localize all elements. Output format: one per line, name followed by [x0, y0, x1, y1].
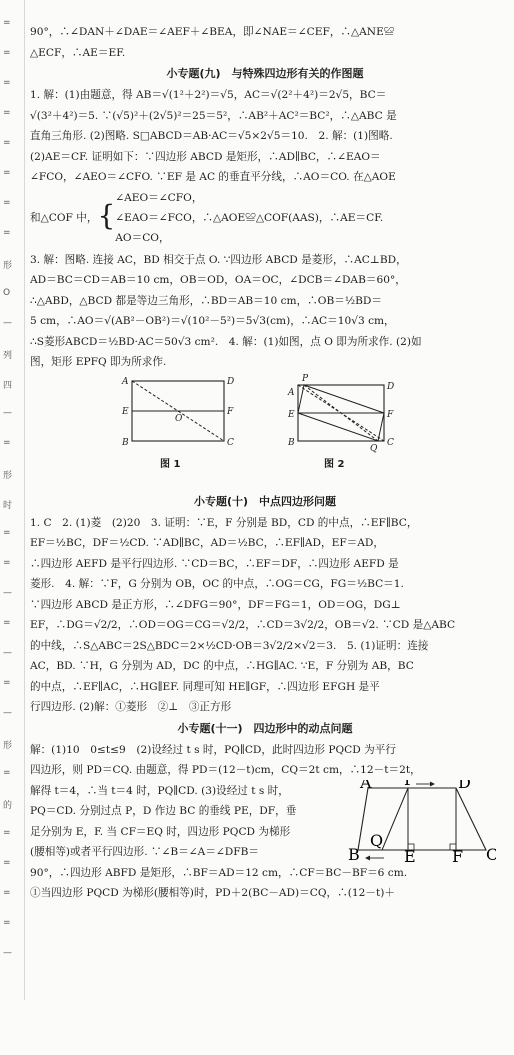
margin-glyph: = — [3, 858, 11, 868]
text-line: ∴S菱形ABCD＝½BD·AC＝50√3 cm². 4. 解：(1)如图，点 O 即为所求作. (2)如 — [30, 335, 422, 348]
margin-glyph: — — [3, 318, 12, 328]
text-line: 菱形. 4. 解：∵F，G 分别为 OB，OC 的中点，∴OG＝CG，FG＝½BC＝1. — [30, 578, 404, 590]
text-line: 行四边形. (2)解：①菱形 ②⊥ ③正方形 — [30, 701, 232, 713]
margin-glyph: — — [3, 708, 12, 718]
equation-system — [115, 188, 383, 248]
figures-row — [30, 373, 500, 491]
margin-glyph: = — [3, 828, 11, 838]
text-line: 3. 解：图略. 连接 AC，BD 相交于点 O. ∵四边形 ABCD 是菱形，∴AC⊥BD， — [30, 253, 407, 266]
fig1-label-d: D — [227, 376, 235, 387]
fig2-label-a: A — [288, 387, 295, 398]
figure-2-caption: 图 2 — [324, 458, 345, 470]
text-line: 的中点，∴EF∥AC，∴HG∥EF. 同理可知 HE∥GF，∴四边形 EFGH 是平 — [30, 680, 380, 693]
trap-label-p — [404, 780, 415, 789]
margin-glyph: = — [3, 18, 11, 28]
text-line: 的中线，∴S△ABC＝2S△BDC＝2×½CD·OB＝3√2/2×√2＝3. 5. (1)证明：连接 — [30, 639, 429, 652]
text-line: ∵四边形 ABCD 是正方形，∴∠DFG＝90°，DF＝FG＝1，OD＝OG，DG⊥ — [30, 598, 401, 611]
margin-glyph: — — [3, 408, 12, 418]
binding-fold-line — [24, 0, 25, 1000]
trapezoid-drawing — [346, 780, 496, 866]
text-line: (腰相等)或者平行四边形. ∵∠B＝∠A＝∠DFB＝ — [30, 846, 260, 858]
system-line: ∠EAO＝∠FCO，∴△AOE≌△COF(AAS)，∴AE＝CF. — [115, 211, 384, 224]
text-line: ∴△ABD，△BCD 都是等边三角形，∴BD＝AB＝10 cm，∴OB＝½BD＝ — [30, 294, 382, 307]
fig2-label-b: B — [288, 437, 295, 448]
fig1-label-a: A — [122, 376, 129, 387]
trap-label-q: Q — [370, 830, 384, 850]
margin-glyph: = — [3, 78, 11, 88]
text-line: 直角三角形. (2)图略. S□ABCD＝AB·AC＝√5×2√5＝10. 2. 解：(1)图略. — [30, 130, 393, 142]
text-line: 90°，∴四边形 ABFD 是矩形，∴BF＝AD＝12 cm，∴CF＝BC－BF＝6 cm. — [30, 866, 408, 879]
left-brace: { — [97, 198, 116, 232]
fig2-label-d: D — [387, 381, 395, 392]
trap-label-f: F — [452, 846, 464, 866]
system-line: ∠AEO＝∠CFO， — [115, 191, 203, 204]
text-line: 5 cm，∴AO＝√(AB²－OB²)＝√(10²－5²)＝5√3(cm)，∴AC＝10√3 cm， — [30, 315, 395, 327]
system-prefix: 和△COF 中， — [30, 211, 98, 224]
margin-glyph: 形 — [3, 471, 13, 481]
text-line: PQ＝CD. 分别过点 P，D 作边 BC 的垂线 PE，DF，垂 — [30, 805, 297, 817]
fig2-label-f: F — [387, 409, 394, 420]
margin-glyph: = — [3, 888, 11, 898]
trap-label-e: E — [404, 846, 416, 866]
margin-glyph: 的 — [3, 801, 13, 811]
text-line: 四边形，则 PD＝CQ. 由题意，得 PD＝(12－t)cm，CQ＝2t cm，∴12－t＝2t， — [30, 764, 421, 776]
text-line: 足分别为 E，F. 当 CF＝EQ 时，四边形 PQCD 为梯形 — [30, 825, 291, 838]
section-heading-11: 小专题(十一) 四边形中的动点问题 — [177, 721, 353, 735]
margin-glyph: = — [3, 168, 11, 178]
trap-label-c: C — [486, 844, 496, 864]
fig2-label-p: P — [302, 373, 309, 384]
fig1-label-e: E — [122, 406, 129, 417]
text-line: ①当四边形 PQCD 为梯形(腰相等)时，PD＋2(BC－AD)＝CQ，∴(12－t)＋ — [30, 887, 395, 899]
text-line: AD＝BC＝CD＝AB＝10 cm，OB＝OD，OA＝OC，∠DCB＝∠DAB＝60°， — [30, 274, 406, 286]
text-line: 90°，∴∠DAN＋∠DAE＝∠AEF＋∠BEA，即∠NAE＝∠CEF，∴△ANE≌ — [30, 26, 395, 38]
text-line: ∴四边形 AEFD 是平行四边形. ∵CD＝BC，∴EF＝DF，∴四边形 AEFD 是 — [30, 557, 399, 570]
fig2-label-e: E — [288, 409, 295, 420]
trap-label-d: D — [458, 779, 471, 792]
text-line: 图，矩形 EPFQ 即为所求作. — [30, 356, 167, 368]
fig1-label-c: C — [227, 437, 234, 448]
margin-glyph: = — [3, 678, 11, 688]
figure-1-caption: 图 1 — [160, 458, 181, 470]
margin-glyph: = — [3, 438, 11, 448]
section-heading-9: 小专题(九) 与特殊四边形有关的作图题 — [166, 67, 364, 80]
text-line: EF＝½BC，DF＝½CD. ∵AD∥BC，AD＝½BC，∴EF∥AD，EF＝AD， — [30, 537, 385, 549]
margin-glyph: = — [3, 138, 11, 148]
figure-trapezoid — [346, 780, 496, 870]
fig1-label-o: O — [175, 413, 183, 424]
figure-1 — [118, 373, 238, 477]
margin-glyph: = — [3, 48, 11, 58]
margin-glyph: = — [3, 618, 11, 628]
text-line: △ECF，∴AE＝EF. — [30, 46, 126, 59]
fig1-label-f: F — [227, 406, 234, 417]
text-line: AC，BD. ∵H，G 分别为 AD，DC 的中点，∴HG∥AC. ∵E，F 分别为 AB，BC — [30, 660, 414, 672]
text-line: 解得 t＝4，∴当 t＝4 时，PQ∥CD. (3)设经过 t s 时， — [30, 784, 289, 797]
fig1-label-b: B — [122, 437, 129, 448]
section-11-body — [30, 740, 500, 904]
text-line: 解：(1)10 0≤t≤9 (2)设经过 t s 时，PQ∥CD，此时四边形 PQCD 为平行 — [30, 743, 396, 756]
text-line: EF，∴DG＝√2/2，∴OD＝OG＝CG＝√2/2，∴CD＝3√2/2，OB＝√2. ∵CD 是△ABC — [30, 619, 456, 631]
answer-content — [30, 22, 500, 904]
section-heading-10: 小专题(十) 中点四边形问题 — [193, 494, 337, 508]
margin-glyph: = — [3, 918, 11, 928]
margin-glyph: 时 — [3, 501, 13, 511]
margin-glyph: = — [3, 768, 11, 778]
margin-glyph: = — [3, 528, 11, 538]
text-line: ∠FCO，∠AEO＝∠CFO. ∵EF 是 AC 的垂直平分线，∴AO＝CO. 在△AOE — [30, 171, 396, 183]
figure-2 — [284, 373, 396, 477]
margin-glyph: 四 — [3, 381, 13, 391]
margin-glyph: 形 — [3, 261, 13, 271]
trap-label-b: B — [348, 844, 360, 864]
system-line: AO＝CO， — [115, 231, 170, 244]
margin-glyph: — — [3, 948, 12, 958]
text-line: 1. 解：(1)由题意，得 AB＝√(1²＋2²)＝√5，AC＝√(2²＋4²)＝2√5，BC＝ — [30, 89, 387, 101]
margin-glyph: — — [3, 648, 12, 658]
text-line: √(3²＋4²)＝5. ∵(√5)²＋(2√5)²＝25＝5²，∴AB²＋AC²＝BC²，∴△ABC 是 — [30, 109, 397, 122]
margin-glyph: = — [3, 108, 11, 118]
margin-glyph: 形 — [3, 741, 13, 751]
margin-glyph: = — [3, 228, 11, 238]
trap-label-a: A — [360, 779, 372, 792]
text-line: 1. C 2. (1)菱 (2)20 3. 证明：∵E，F 分别是 BD，CD 的中点，∴EF∥BC， — [30, 516, 418, 529]
text-line: (2)AE＝CF. 证明如下：∵四边形 ABCD 是矩形，∴AD∥BC，∴∠EAO＝ — [30, 150, 381, 163]
margin-glyph: = — [3, 558, 11, 568]
equation-system-row — [30, 188, 500, 250]
margin-glyph: 列 — [3, 351, 13, 361]
margin-glyph: — — [3, 588, 12, 598]
fig2-label-q: Q — [370, 443, 378, 454]
fig2-label-c: C — [387, 437, 394, 448]
margin-glyph: = — [3, 198, 11, 208]
margin-glyph: O — [3, 288, 11, 298]
left-margin-strip — [0, 0, 22, 1000]
